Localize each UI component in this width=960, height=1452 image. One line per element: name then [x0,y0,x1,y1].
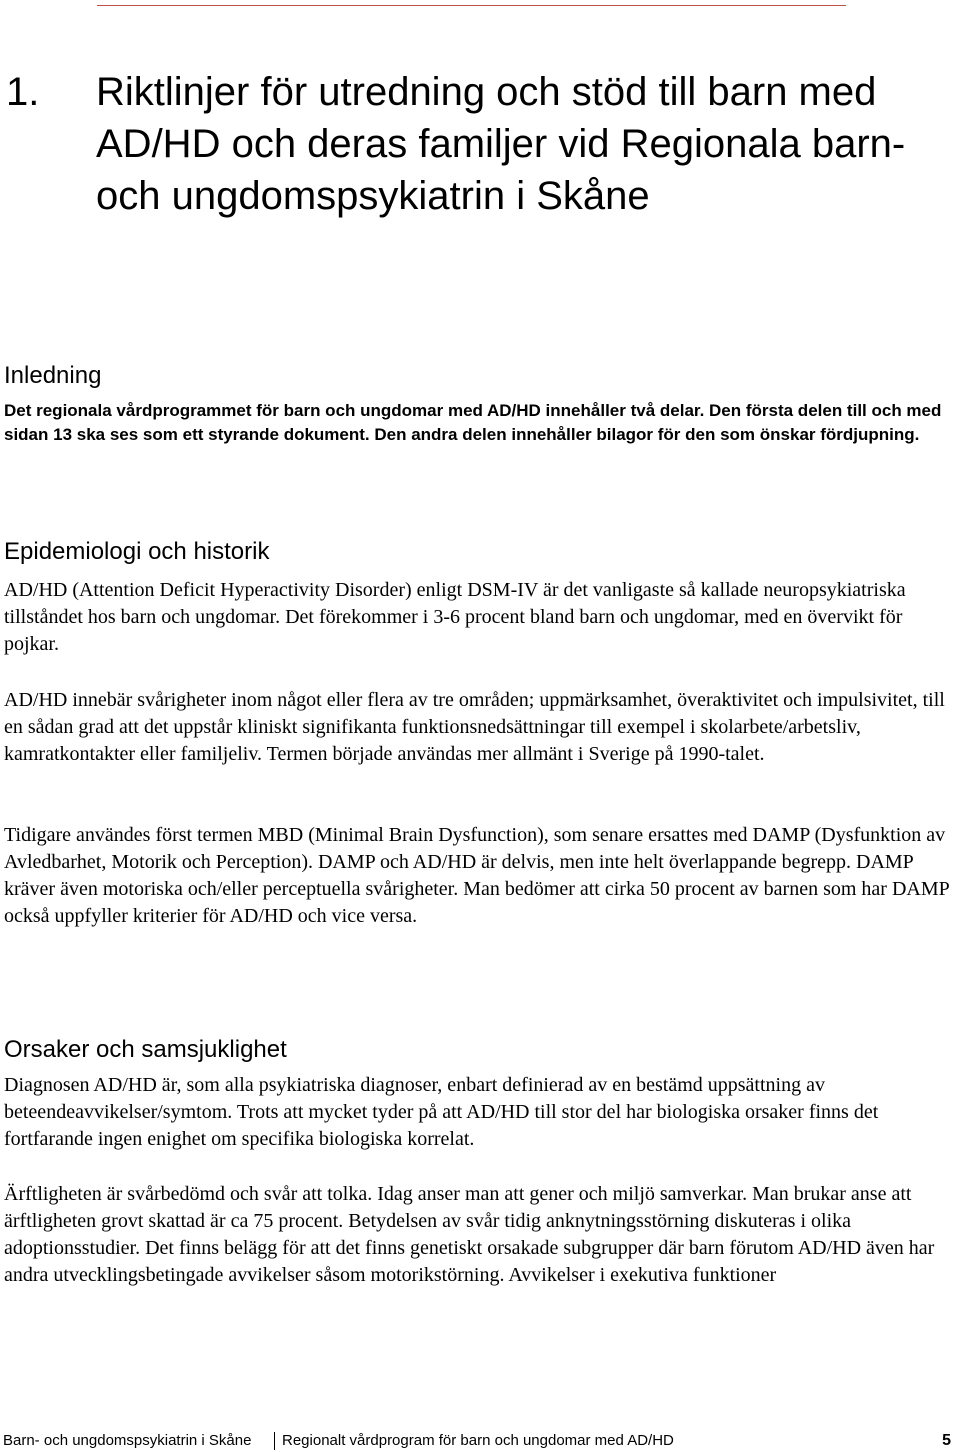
header-rule [97,5,846,6]
footer-organization: Barn- och ungdomspsykiatrin i Skåne [3,1432,252,1449]
heading-epidemiologi: Epidemiologi och historik [4,538,270,565]
page-footer [3,1432,955,1452]
epidemiologi-paragraph-3: Tidigare användes först termen MBD (Minimal Brain Dysfunction), som senare ersattes med DAMP (Dysfunktion av Avledbarhet, Motorik och Perception). DAMP och AD/HD är delvis, men inte helt överlappande begrepp. DAMP kräver även motoriska och/eller perceptuella svårigheter. Man bedömer att cirka 50 procent av barnen som har DAMP också uppfyller kriterier för AD/HD och vice versa. [4,824,950,927]
epidemiologi-paragraph-1: AD/HD (Attention Deficit Hyperactivity Disorder) enligt DSM-IV är det vanligaste så kallade neuropsykiatriska tillståndet hos barn och ungdomar. Det förekommer i 3-6 procent bland barn och ungdomar, med en övervikt för pojkar. [4,579,906,655]
footer-separator [274,1432,275,1450]
orsaker-paragraph-2: Ärftligheten är svårbedömd och svår att tolka. Idag anser man att gener och miljö samverkar. Man brukar anse att ärftligheten grovt skattad är ca 75 procent. Betydelsen av svår tidig anknytningsstörning diskuteras i olika adoptionsstudier. Det finns belägg för att det finns genetiskt orsakade subgrupper där barn förutom AD/HD även har andra utvecklingsbetingade avvikelser såsom motorikstörning. Avvikelser i exekutiva funktioner [4,1183,935,1286]
footer-document-title: Regionalt vårdprogram för barn och ungdomar med AD/HD [282,1432,674,1449]
orsaker-paragraph-1: Diagnosen AD/HD är, som alla psykiatriska diagnoser, enbart definierad av en bestämd uppsättning av beteendeavvikelser/symtom. Trots att mycket tyder på att AD/HD till stor del har biologiska orsaker finns det fortfarande ingen enighet om specifika biologiska korrelat. [4,1074,879,1150]
chapter-title: Riktlinjer för utredning och stöd till barn med AD/HD och deras familjer vid Regionala barn- och ungdomspsykiatrin i Skåne [96,70,906,218]
heading-orsaker: Orsaker och samsjuklighet [4,1036,287,1063]
epidemiologi-paragraph-2: AD/HD innebär svårigheter inom något eller flera av tre områden; uppmärksamhet, överaktivitet och impulsivitet, till en sådan grad att det uppstår kliniskt signifikanta funktionsnedsättningar till exempel i skolarbete/arbetsliv, kamratkontakter eller familjeliv. Termen började användas mer allmänt i Sverige på 1990-talet. [4,689,945,765]
heading-inledning: Inledning [4,362,102,389]
intro-paragraph: Det regionala vårdprogrammet för barn och ungdomar med AD/HD innehåller två delar. Den första delen till och med sidan 13 ska ses som ett styrande dokument. Den andra delen innehåller bilagor för den som önskar fördjupning. [4,401,942,444]
page-number: 5 [942,1432,951,1449]
chapter-number: 1. [6,70,40,114]
